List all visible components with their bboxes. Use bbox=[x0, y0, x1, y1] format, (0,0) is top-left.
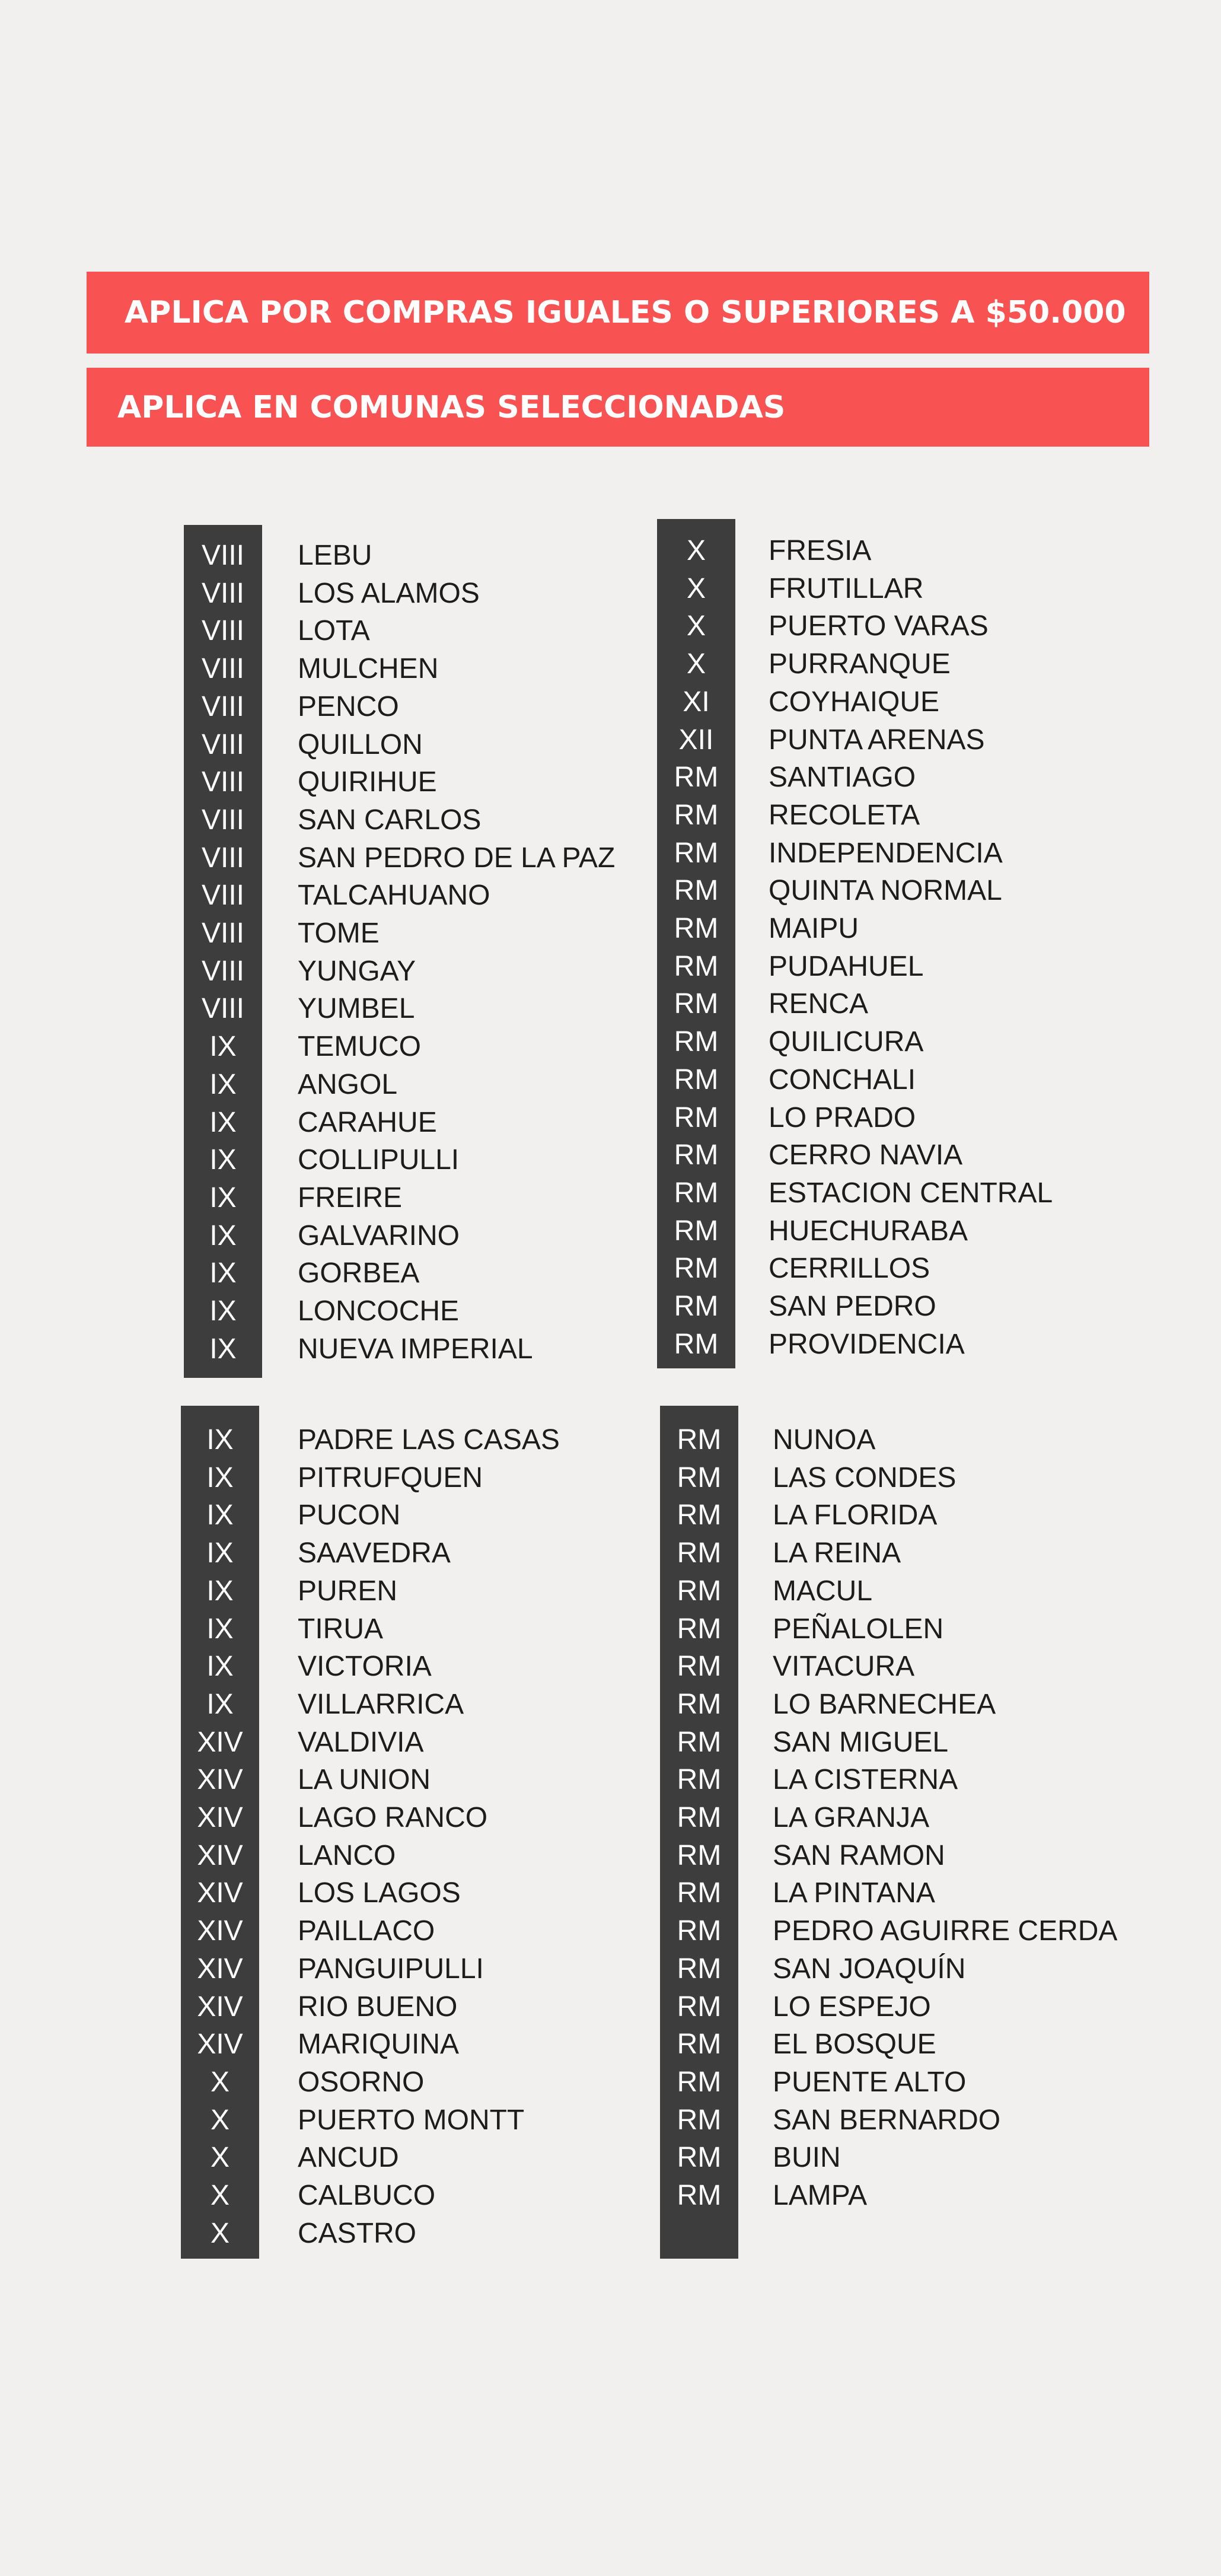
commune-name: PURRANQUE bbox=[769, 648, 951, 680]
region-code: VIII bbox=[201, 540, 245, 571]
commune-name: MACUL bbox=[773, 1575, 873, 1607]
commune-name: PEÑALOLEN bbox=[773, 1613, 944, 1645]
region-code: VIII bbox=[201, 615, 245, 647]
region-code: VIII bbox=[201, 918, 245, 949]
commune-name: ANCUD bbox=[298, 2142, 399, 2174]
commune-name: SANTIAGO bbox=[769, 762, 916, 794]
commune-name: ESTACION CENTRAL bbox=[769, 1177, 1053, 1209]
region-code: XIV bbox=[197, 1953, 243, 1985]
region-code: RM bbox=[674, 1215, 719, 1247]
region-code: RM bbox=[674, 837, 719, 869]
commune-name: CERRILLOS bbox=[769, 1253, 930, 1285]
region-code: RM bbox=[677, 1802, 722, 1833]
region-code: RM bbox=[677, 1424, 722, 1456]
region-code: RM bbox=[674, 1328, 719, 1360]
commune-name: PADRE LAS CASAS bbox=[298, 1424, 560, 1456]
commune-name: EL BOSQUE bbox=[773, 2029, 936, 2061]
region-code: RM bbox=[677, 1839, 722, 1871]
commune-name: FREIRE bbox=[298, 1182, 403, 1214]
commune-name: VALDIVIA bbox=[298, 1726, 424, 1758]
commune-name: YUNGAY bbox=[298, 955, 416, 987]
commune-name: LA UNION bbox=[298, 1764, 431, 1796]
region-code: X bbox=[210, 2104, 229, 2136]
commune-name: PEDRO AGUIRRE CERDA bbox=[773, 1915, 1118, 1947]
commune-name: LOS LAGOS bbox=[298, 1877, 461, 1909]
region-code: RM bbox=[677, 2180, 722, 2211]
region-code: IX bbox=[206, 1499, 234, 1531]
region-code: RM bbox=[677, 1764, 722, 1796]
region-code: RM bbox=[674, 1177, 719, 1209]
commune-name: LAMPA bbox=[773, 2180, 868, 2211]
commune-name: LA PINTANA bbox=[773, 1877, 935, 1909]
commune-name: RIO BUENO bbox=[298, 1991, 458, 2023]
region-code: RM bbox=[674, 1101, 719, 1133]
region-code: RM bbox=[674, 950, 719, 982]
region-code: RM bbox=[677, 1877, 722, 1909]
commune-name: YUMBEL bbox=[298, 993, 415, 1025]
region-code: VIII bbox=[201, 728, 245, 760]
commune-name: PITRUFQUEN bbox=[298, 1461, 483, 1494]
commune-name: LANCO bbox=[298, 1839, 396, 1871]
region-code: XIV bbox=[197, 1764, 243, 1796]
region-code: X bbox=[210, 2217, 229, 2249]
commune-name: CASTRO bbox=[298, 2217, 417, 2249]
commune-name: RENCA bbox=[769, 988, 869, 1020]
selected-communes-banner bbox=[87, 368, 1149, 447]
commune-name: RECOLETA bbox=[769, 799, 920, 831]
region-code: VIII bbox=[201, 577, 245, 609]
commune-name: OSORNO bbox=[298, 2066, 425, 2098]
region-code: XII bbox=[678, 724, 714, 756]
commune-name: PUCON bbox=[298, 1499, 401, 1531]
region-code: IX bbox=[209, 1295, 237, 1327]
region-code: IX bbox=[206, 1461, 234, 1494]
region-code: IX bbox=[209, 1257, 237, 1289]
commune-name: LEBU bbox=[298, 540, 372, 571]
commune-name: COYHAIQUE bbox=[769, 686, 940, 718]
commune-name: LA FLORIDA bbox=[773, 1499, 938, 1531]
commune-name: PANGUIPULLI bbox=[298, 1953, 484, 1985]
commune-name: CERRO NAVIA bbox=[769, 1139, 963, 1171]
region-code: RM bbox=[674, 1026, 719, 1058]
commune-name: PAILLACO bbox=[298, 1915, 435, 1947]
region-code: VIII bbox=[201, 653, 245, 685]
commune-name: BUIN bbox=[773, 2142, 841, 2174]
commune-name: CALBUCO bbox=[298, 2180, 436, 2211]
region-code: IX bbox=[206, 1613, 234, 1645]
region-code: RM bbox=[674, 1291, 719, 1322]
commune-name: PUREN bbox=[298, 1575, 398, 1607]
commune-name: LAS CONDES bbox=[773, 1461, 957, 1494]
commune-name: FRESIA bbox=[769, 535, 872, 566]
commune-name: TIRUA bbox=[298, 1613, 383, 1645]
commune-name: CONCHALI bbox=[769, 1063, 916, 1096]
region-code: IX bbox=[209, 1031, 237, 1063]
commune-name: VILLARRICA bbox=[298, 1688, 464, 1720]
region-code: IX bbox=[209, 1106, 237, 1138]
region-code: RM bbox=[677, 2029, 722, 2061]
commune-name: VICTORIA bbox=[298, 1651, 432, 1683]
commune-name: SAN BERNARDO bbox=[773, 2104, 1001, 2136]
region-code: IX bbox=[206, 1651, 234, 1683]
region-code: VIII bbox=[201, 766, 245, 798]
region-code: XIV bbox=[197, 1915, 243, 1947]
commune-name: PENCO bbox=[298, 690, 399, 722]
region-code: RM bbox=[677, 1953, 722, 1985]
region-code: IX bbox=[209, 1182, 237, 1214]
commune-name: SAN MIGUEL bbox=[773, 1726, 949, 1758]
region-code: RM bbox=[674, 762, 719, 794]
min-purchase-banner bbox=[87, 272, 1149, 354]
region-code: RM bbox=[674, 1063, 719, 1096]
region-code: RM bbox=[677, 1575, 722, 1607]
region-code: RM bbox=[677, 1915, 722, 1947]
commune-name: SAN PEDRO DE LA PAZ bbox=[298, 842, 616, 874]
region-code: RM bbox=[674, 875, 719, 907]
commune-name: GALVARINO bbox=[298, 1219, 460, 1252]
min-purchase-text: APLICA POR COMPRAS IGUALES O SUPERIORES A $50.000 bbox=[125, 295, 1126, 330]
commune-name: MAIPU bbox=[769, 913, 859, 944]
region-code: RM bbox=[677, 1613, 722, 1645]
region-code: X bbox=[210, 2180, 229, 2211]
region-code: XI bbox=[683, 686, 710, 718]
commune-name: MARIQUINA bbox=[298, 2029, 460, 2061]
region-code: VIII bbox=[201, 804, 245, 836]
commune-list-bottom-left bbox=[181, 1406, 632, 2259]
commune-name: PUERTO VARAS bbox=[769, 610, 989, 642]
region-code: RM bbox=[677, 1499, 722, 1531]
region-code: IX bbox=[209, 1068, 237, 1100]
commune-name: FRUTILLAR bbox=[769, 572, 924, 604]
commune-name: LO PRADO bbox=[769, 1101, 916, 1133]
commune-name: SAAVEDRA bbox=[298, 1537, 451, 1569]
region-code: VIII bbox=[201, 880, 245, 912]
region-code: RM bbox=[674, 913, 719, 944]
region-code: RM bbox=[677, 1688, 722, 1720]
region-code: RM bbox=[674, 1139, 719, 1171]
region-code: IX bbox=[209, 1333, 237, 1365]
commune-name: LONCOCHE bbox=[298, 1295, 460, 1327]
region-code: X bbox=[686, 648, 706, 680]
commune-name: PUERTO MONTT bbox=[298, 2104, 525, 2136]
region-code: RM bbox=[677, 1991, 722, 2023]
region-code: X bbox=[686, 535, 706, 566]
region-code: RM bbox=[677, 1651, 722, 1683]
region-code: IX bbox=[206, 1424, 234, 1456]
region-code: VIII bbox=[201, 690, 245, 722]
commune-name: NUEVA IMPERIAL bbox=[298, 1333, 533, 1365]
region-code: RM bbox=[677, 1537, 722, 1569]
region-code: X bbox=[210, 2142, 229, 2174]
region-code: X bbox=[210, 2066, 229, 2098]
region-code: XIV bbox=[197, 1726, 243, 1758]
region-code: RM bbox=[677, 1726, 722, 1758]
commune-name: COLLIPULLI bbox=[298, 1144, 460, 1176]
region-code: VIII bbox=[201, 993, 245, 1025]
commune-name: LA CISTERNA bbox=[773, 1764, 958, 1796]
commune-name: HUECHURABA bbox=[769, 1215, 968, 1247]
region-code: RM bbox=[674, 988, 719, 1020]
region-code: IX bbox=[206, 1575, 234, 1607]
commune-name: SAN PEDRO bbox=[769, 1291, 936, 1322]
region-code: XIV bbox=[197, 2029, 243, 2061]
commune-name: PROVIDENCIA bbox=[769, 1328, 965, 1360]
region-code: RM bbox=[677, 2104, 722, 2136]
commune-name: LA GRANJA bbox=[773, 1802, 930, 1833]
commune-name: SAN JOAQUÍN bbox=[773, 1953, 966, 1985]
selected-communes-text: APLICA EN COMUNAS SELECCIONADAS bbox=[117, 389, 786, 425]
region-code: IX bbox=[209, 1219, 237, 1252]
region-code: XIV bbox=[197, 1877, 243, 1909]
region-code: IX bbox=[206, 1688, 234, 1720]
commune-list-top-left bbox=[184, 525, 635, 1378]
commune-name: CARAHUE bbox=[298, 1106, 437, 1138]
commune-name: TEMUCO bbox=[298, 1031, 421, 1063]
region-code: IX bbox=[209, 1144, 237, 1176]
commune-name: QUIRIHUE bbox=[298, 766, 437, 798]
commune-name: PUENTE ALTO bbox=[773, 2066, 967, 2098]
region-code: XIV bbox=[197, 1839, 243, 1871]
commune-name: TALCAHUANO bbox=[298, 880, 490, 912]
commune-name: LO BARNECHEA bbox=[773, 1688, 996, 1720]
commune-name: SAN RAMON bbox=[773, 1839, 945, 1871]
region-code: X bbox=[686, 572, 706, 604]
region-code: VIII bbox=[201, 842, 245, 874]
commune-list-top-right bbox=[657, 519, 1108, 1368]
commune-name: QUILLON bbox=[298, 728, 423, 760]
region-code: RM bbox=[674, 1253, 719, 1285]
commune-name: INDEPENDENCIA bbox=[769, 837, 1003, 869]
commune-name: NUNOA bbox=[773, 1424, 876, 1456]
region-code: IX bbox=[206, 1537, 234, 1569]
commune-name: ANGOL bbox=[298, 1068, 398, 1100]
region-code: VIII bbox=[201, 955, 245, 987]
region-code: X bbox=[686, 610, 706, 642]
region-code: XIV bbox=[197, 1991, 243, 2023]
region-code: XIV bbox=[197, 1802, 243, 1833]
region-code: RM bbox=[677, 2066, 722, 2098]
commune-name: QUINTA NORMAL bbox=[769, 875, 1002, 907]
commune-name: QUILICURA bbox=[769, 1026, 924, 1058]
commune-name: LAGO RANCO bbox=[298, 1802, 488, 1833]
region-code: RM bbox=[677, 2142, 722, 2174]
region-code: RM bbox=[677, 1461, 722, 1494]
region-code: RM bbox=[674, 799, 719, 831]
commune-name: LOS ALAMOS bbox=[298, 577, 480, 609]
commune-name: LOTA bbox=[298, 615, 370, 647]
commune-name: PUDAHUEL bbox=[769, 950, 924, 982]
commune-list-bottom-right bbox=[660, 1406, 1118, 2259]
commune-name: LA REINA bbox=[773, 1537, 901, 1569]
commune-name: VITACURA bbox=[773, 1651, 915, 1683]
commune-name: TOME bbox=[298, 918, 380, 949]
commune-name: SAN CARLOS bbox=[298, 804, 482, 836]
commune-name: MULCHEN bbox=[298, 653, 439, 685]
commune-name: GORBEA bbox=[298, 1257, 420, 1289]
commune-name: LO ESPEJO bbox=[773, 1991, 931, 2023]
commune-name: PUNTA ARENAS bbox=[769, 724, 985, 756]
